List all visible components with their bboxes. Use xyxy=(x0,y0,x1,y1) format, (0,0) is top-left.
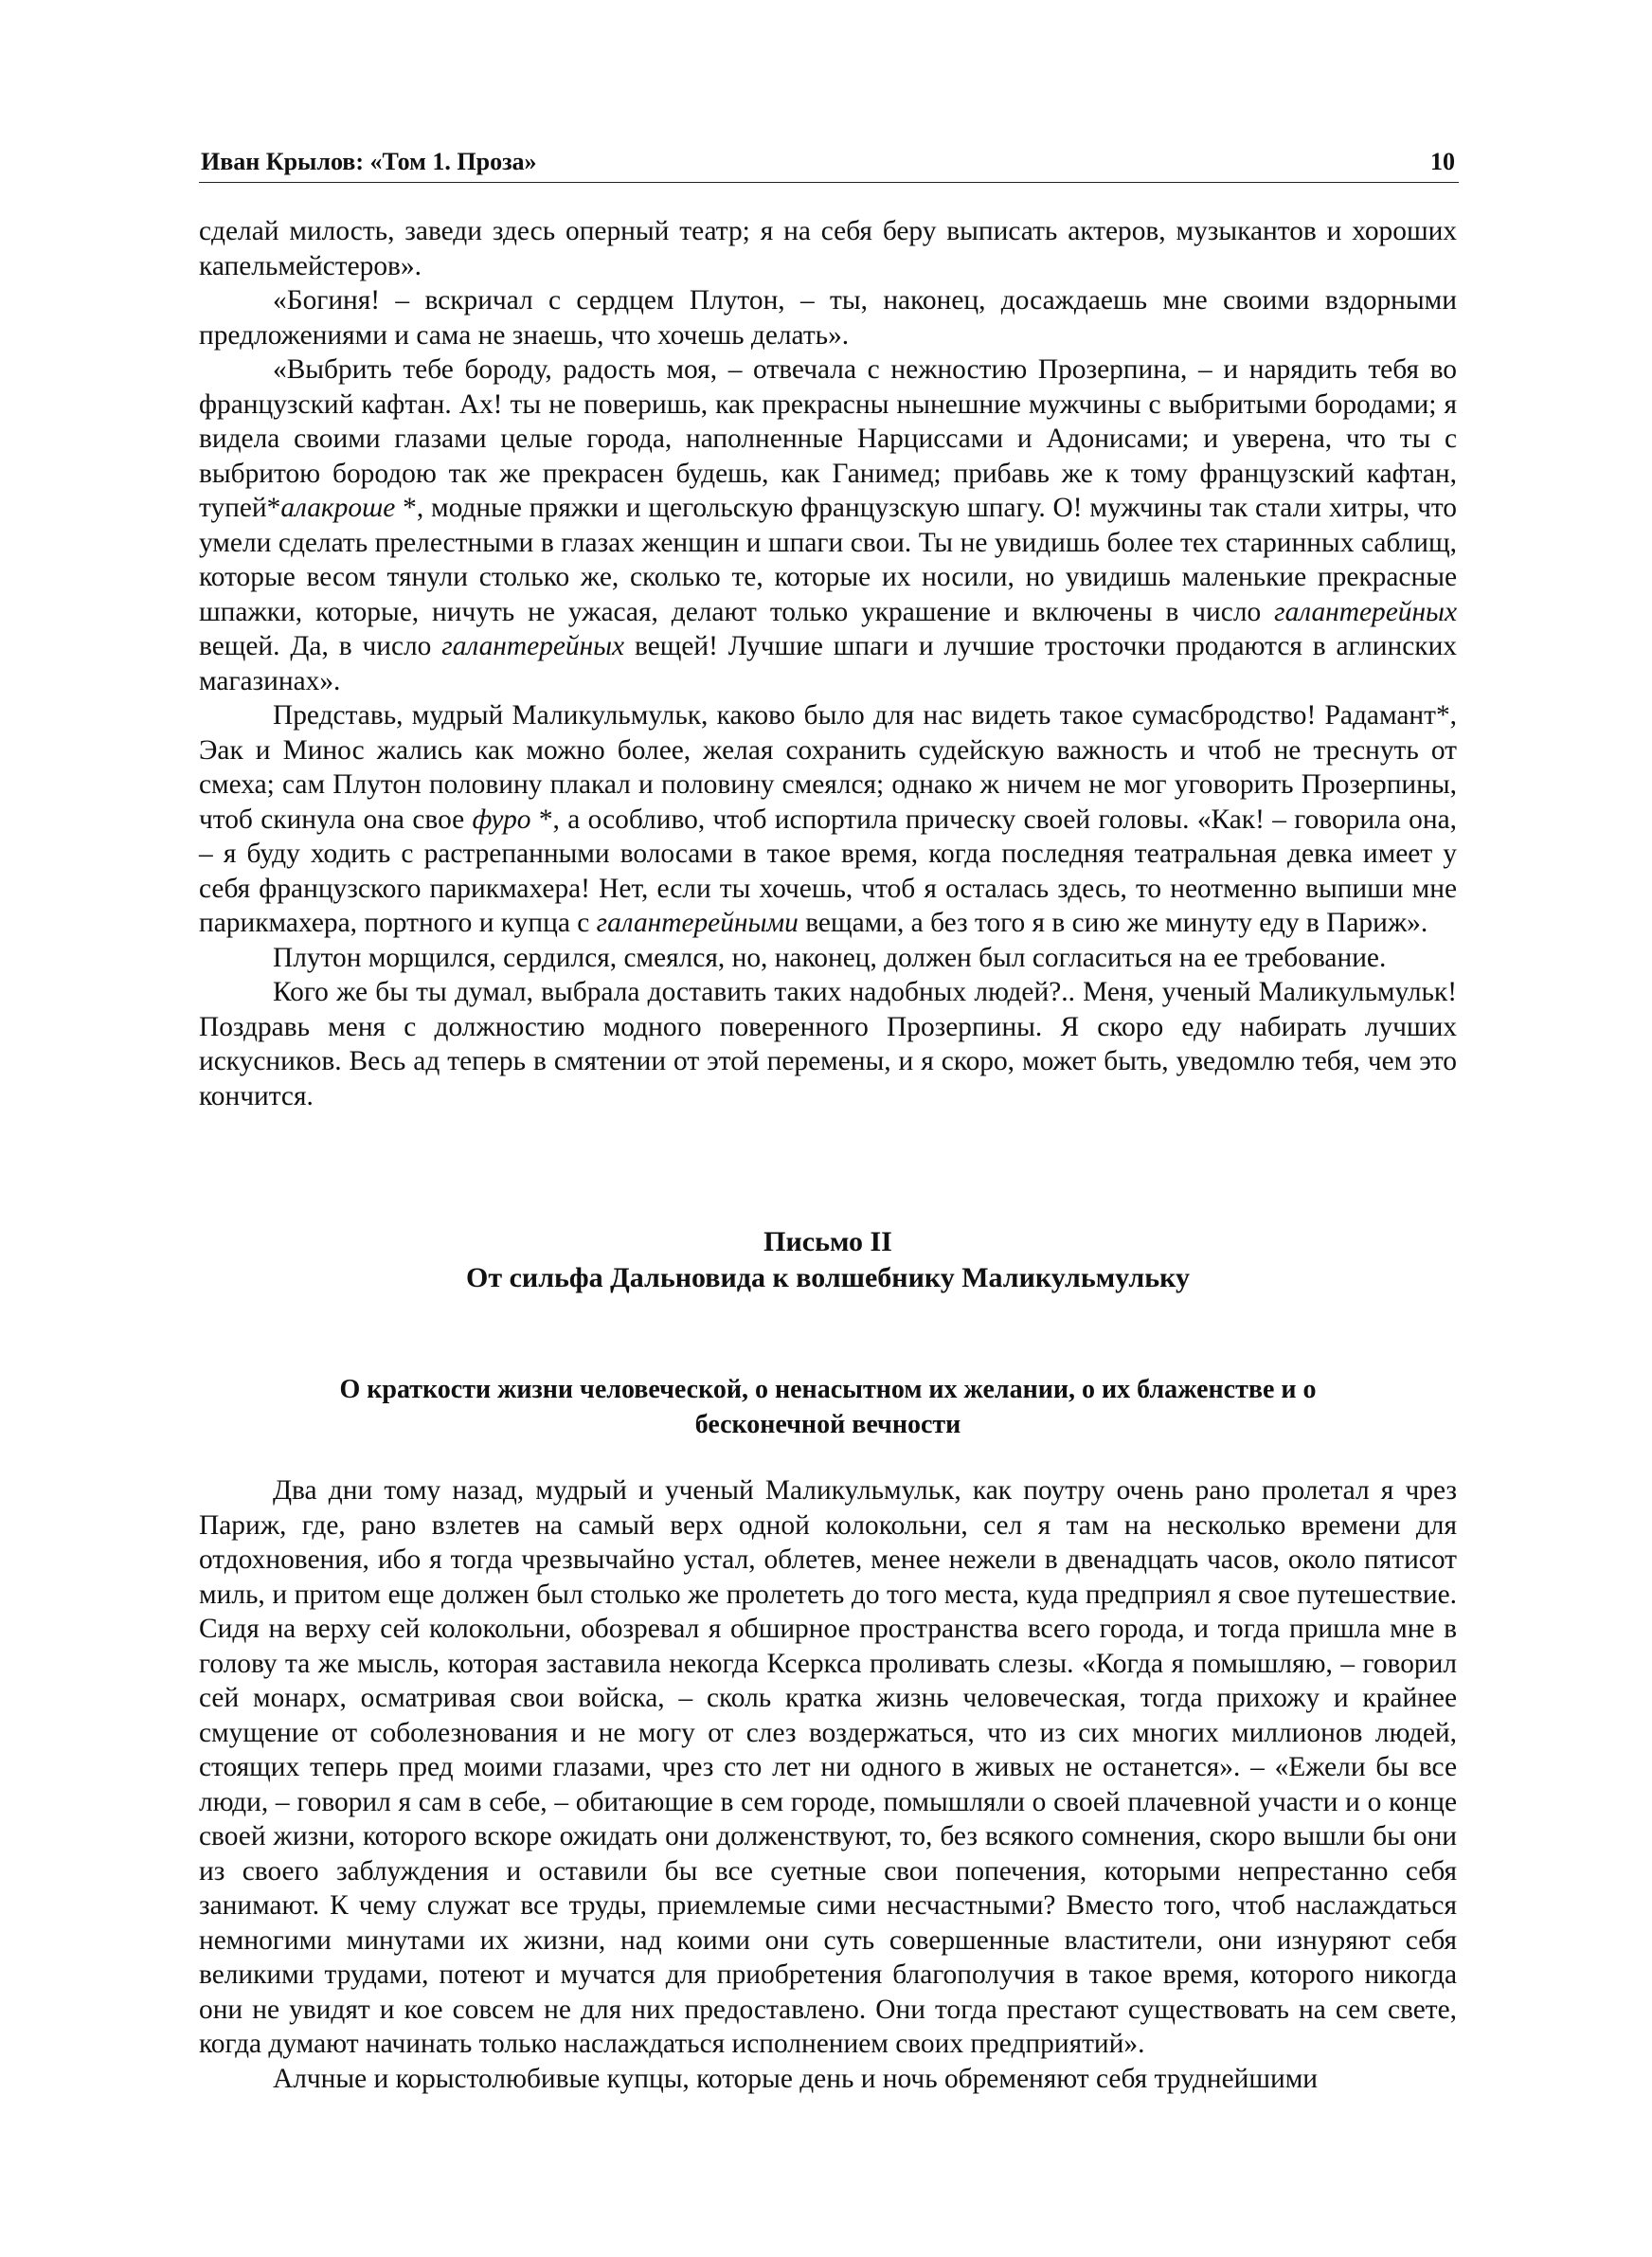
letter-title: Письмо II xyxy=(763,1226,892,1257)
italic-term: галантерейными xyxy=(596,908,799,938)
paragraph: Два дни тому назад, мудрый и ученый Маликульмульк, как поутру очень рано пролетал я чрез Париж, где, рано взлетев на самый верх одной колокольни, сел я там на несколько времени для отдохновения, ибо я тогда чрезвычайно устал, облетев, менее нежели в двенадцать часов, около пятисот миль, и притом еще должен был столько же пролететь до того места, куда предприял я свое путешествие. Сидя на верху сей колокольни, обозревал я обширное пространства всего города, и тогда пришла мне в голову та же мысль, которая заставила некогда Ксеркса проливать слезы. «Когда я помышляю, – говорил сей монарх, осматривая свои войска, – сколь кратка жизнь человеческая, тогда прихожу и крайнее смущение от соболезнования и не могу от слез воздержаться, что из сих многих миллионов людей, стоящих теперь пред моими глазами, чрез сто лет ни одного в живых не останется». – «Ежели бы все люди, – говорил я сам в себе, – обитающие в сем городе, помышляли о своей плачевной участи и о конце своей жизни, которого вскоре ожидать они долженствуют, то, без всякого сомнения, скоро вышли бы они из своего заблуждения и оставили бы все суетные свои попечения, которыми непрестанно себя занимают. К чему служат все труды, приемлемые сими несчастными? Вместо того, чтоб наслаждаться немногими минутами их жизни, над коими они суть совершенные властители, они изнуряют себя великими трудами, потеют и мучатся для приобретения благополучия в такое время, которого никогда они не увидят и кое совсем не для них предоставлено. Они тогда престают существовать на сем свете, когда думают начинать только наслаждаться исполнением своих предприятий». xyxy=(199,1475,1457,2059)
letter-heading xyxy=(199,1224,1457,1296)
text-run: вещей! Лучшие шпаги и лучшие тросточки продаются в аглинских магазинах». xyxy=(199,631,1457,696)
letter-topic-line: О краткости жизни человеческой, о ненасытном их желании, о их блаженстве и о xyxy=(339,1375,1317,1404)
header-title: Иван Крылов: «Том 1. Проза» xyxy=(201,148,537,175)
text-run: вещами, а без того я в сию же минуту еду в Париж». xyxy=(798,908,1428,938)
paragraph: Кого же бы ты думал, выбрала доставить таких надобных людей?.. Меня, ученый Маликульмульк! Поздравь меня с должностию модного поверенного Прозерпины. Я скоро еду набирать лучших искусников. Весь ад теперь в смятении от этой перемены, и я скоро, может быть, уведомлю тебя, чем это кончится. xyxy=(199,977,1457,1111)
italic-term: галантерейных xyxy=(441,631,625,661)
text-block-letter xyxy=(199,1473,1457,2096)
paragraph-continuation: сделай милость, заведи здесь оперный театр; я на себя беру выписать актеров, музыкантов и хороших капельмейстеров». xyxy=(199,216,1457,281)
letter-topic-line: бесконечной вечности xyxy=(694,1410,961,1439)
text-run: Представь, мудрый Маликульмульк, каково было для нас видеть такое сумасбродство! Радамант*, Эак и Минос жались как можно более, желая сохранить судейскую важность и чтоб не треснуть от смеха; сам Плутон половину плакал и половину смеялся; однако ж ничем не мог уговорить Прозерпины, чтоб скинула она свое xyxy=(199,700,1457,835)
running-header xyxy=(199,144,1459,183)
text-run: *, модные пряжки и щегольскую французскую шпагу. О! мужчины так стали хитры, что умели сделать прелестными в глазах женщин и шпаги свои. Ты не увидишь более тех старинных саблищ, которые весом тянули столько же, сколько те, которые их носили, но увидишь маленькие прекрасные шпажки, которые, ничуть не ужасая, делают только украшение и включены в число xyxy=(199,493,1457,627)
italic-term: фуро xyxy=(472,803,531,835)
text-run: вещей. Да, в число xyxy=(199,631,442,661)
paragraph: Алчные и корыстолюбивые купцы, которые день и ночь обременяют себя труднейшими xyxy=(273,2063,1319,2094)
italic-term: галантерейных xyxy=(1274,596,1457,627)
text-run: *, а особливо, чтоб испортила прическу своей головы. «Как! – говорила она, – я буду ходить с растрепанными волосами в такое время, когда последняя театральная девка имеет у себя французского парикмахера! Нет, если ты хочешь, чтоб я осталась здесь, то неотменно выпиши мне парикмахера, портного и купца с xyxy=(199,803,1457,938)
paragraph: Плутон морщился, сердился, смеялся, но, наконец, должен был согласиться на ее требование. xyxy=(273,942,1387,973)
page-number: 10 xyxy=(1430,148,1455,175)
letter-subtitle: От сильфа Дальновида к волшебнику Маликульмульку xyxy=(466,1262,1190,1293)
paragraph xyxy=(199,698,1457,941)
text-block-top xyxy=(199,214,1457,1113)
text-run: «Выбрить тебе бороду, радость моя, – отвечала с нежностию Прозерпина, – и нарядить тебя во французский кафтан. Ах! ты не поверишь, как прекрасны нынешние мужчины с выбритыми бородами; я видела своими глазами целые города, наполненные Нарциссами и Адонисами; и уверена, что ты с выбритою бородою так же прекрасен будешь, как Ганимед; прибавь же к тому французский кафтан, тупей* xyxy=(199,354,1457,523)
letter-topic xyxy=(199,1372,1457,1442)
paragraph-proserpina-speech xyxy=(199,352,1457,698)
paragraph: «Богиня! – вскричал с сердцем Плутон, – ты, наконец, досаждаешь мне своими вздорными предложениями и сама не знаешь, что хочешь делать». xyxy=(199,285,1457,351)
italic-term: алакроше xyxy=(280,493,396,523)
